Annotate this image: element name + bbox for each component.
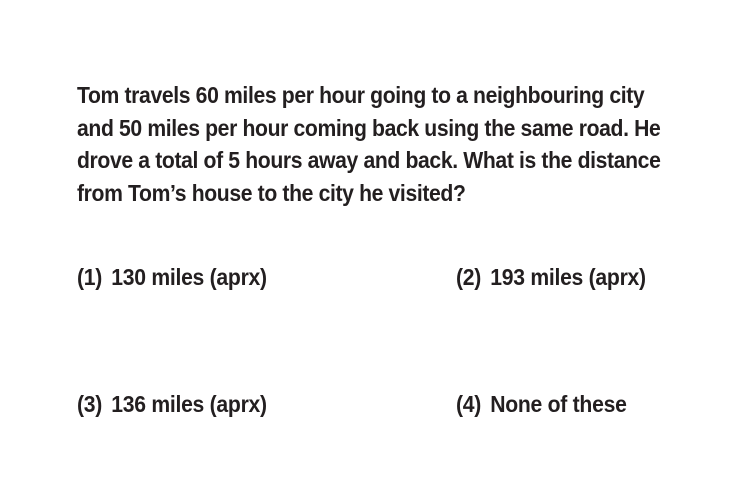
question-line: and 50 miles per hour coming back using the same road. He bbox=[77, 114, 661, 141]
question-line: from Tom’s house to the city he visited? bbox=[77, 179, 466, 206]
option-number: (2) bbox=[456, 264, 482, 290]
option-number: (4) bbox=[456, 391, 482, 417]
question-text bbox=[77, 79, 661, 209]
question-line: Tom travels 60 miles per hour going to a neighbouring city bbox=[77, 82, 645, 108]
option-text: 136 miles (aprx) bbox=[111, 391, 267, 417]
answer-option-4[interactable] bbox=[456, 390, 627, 418]
answer-option-2[interactable] bbox=[456, 263, 646, 291]
question-line: drove a total of 5 hours away and back. What is the distance bbox=[77, 147, 661, 173]
option-number: (1) bbox=[77, 264, 103, 290]
answer-option-3[interactable] bbox=[77, 390, 267, 418]
option-text: None of these bbox=[490, 391, 627, 417]
answer-option-1[interactable] bbox=[77, 263, 267, 291]
option-text: 193 miles (aprx) bbox=[490, 264, 646, 290]
option-number: (3) bbox=[77, 391, 103, 417]
option-text: 130 miles (aprx) bbox=[111, 264, 267, 290]
